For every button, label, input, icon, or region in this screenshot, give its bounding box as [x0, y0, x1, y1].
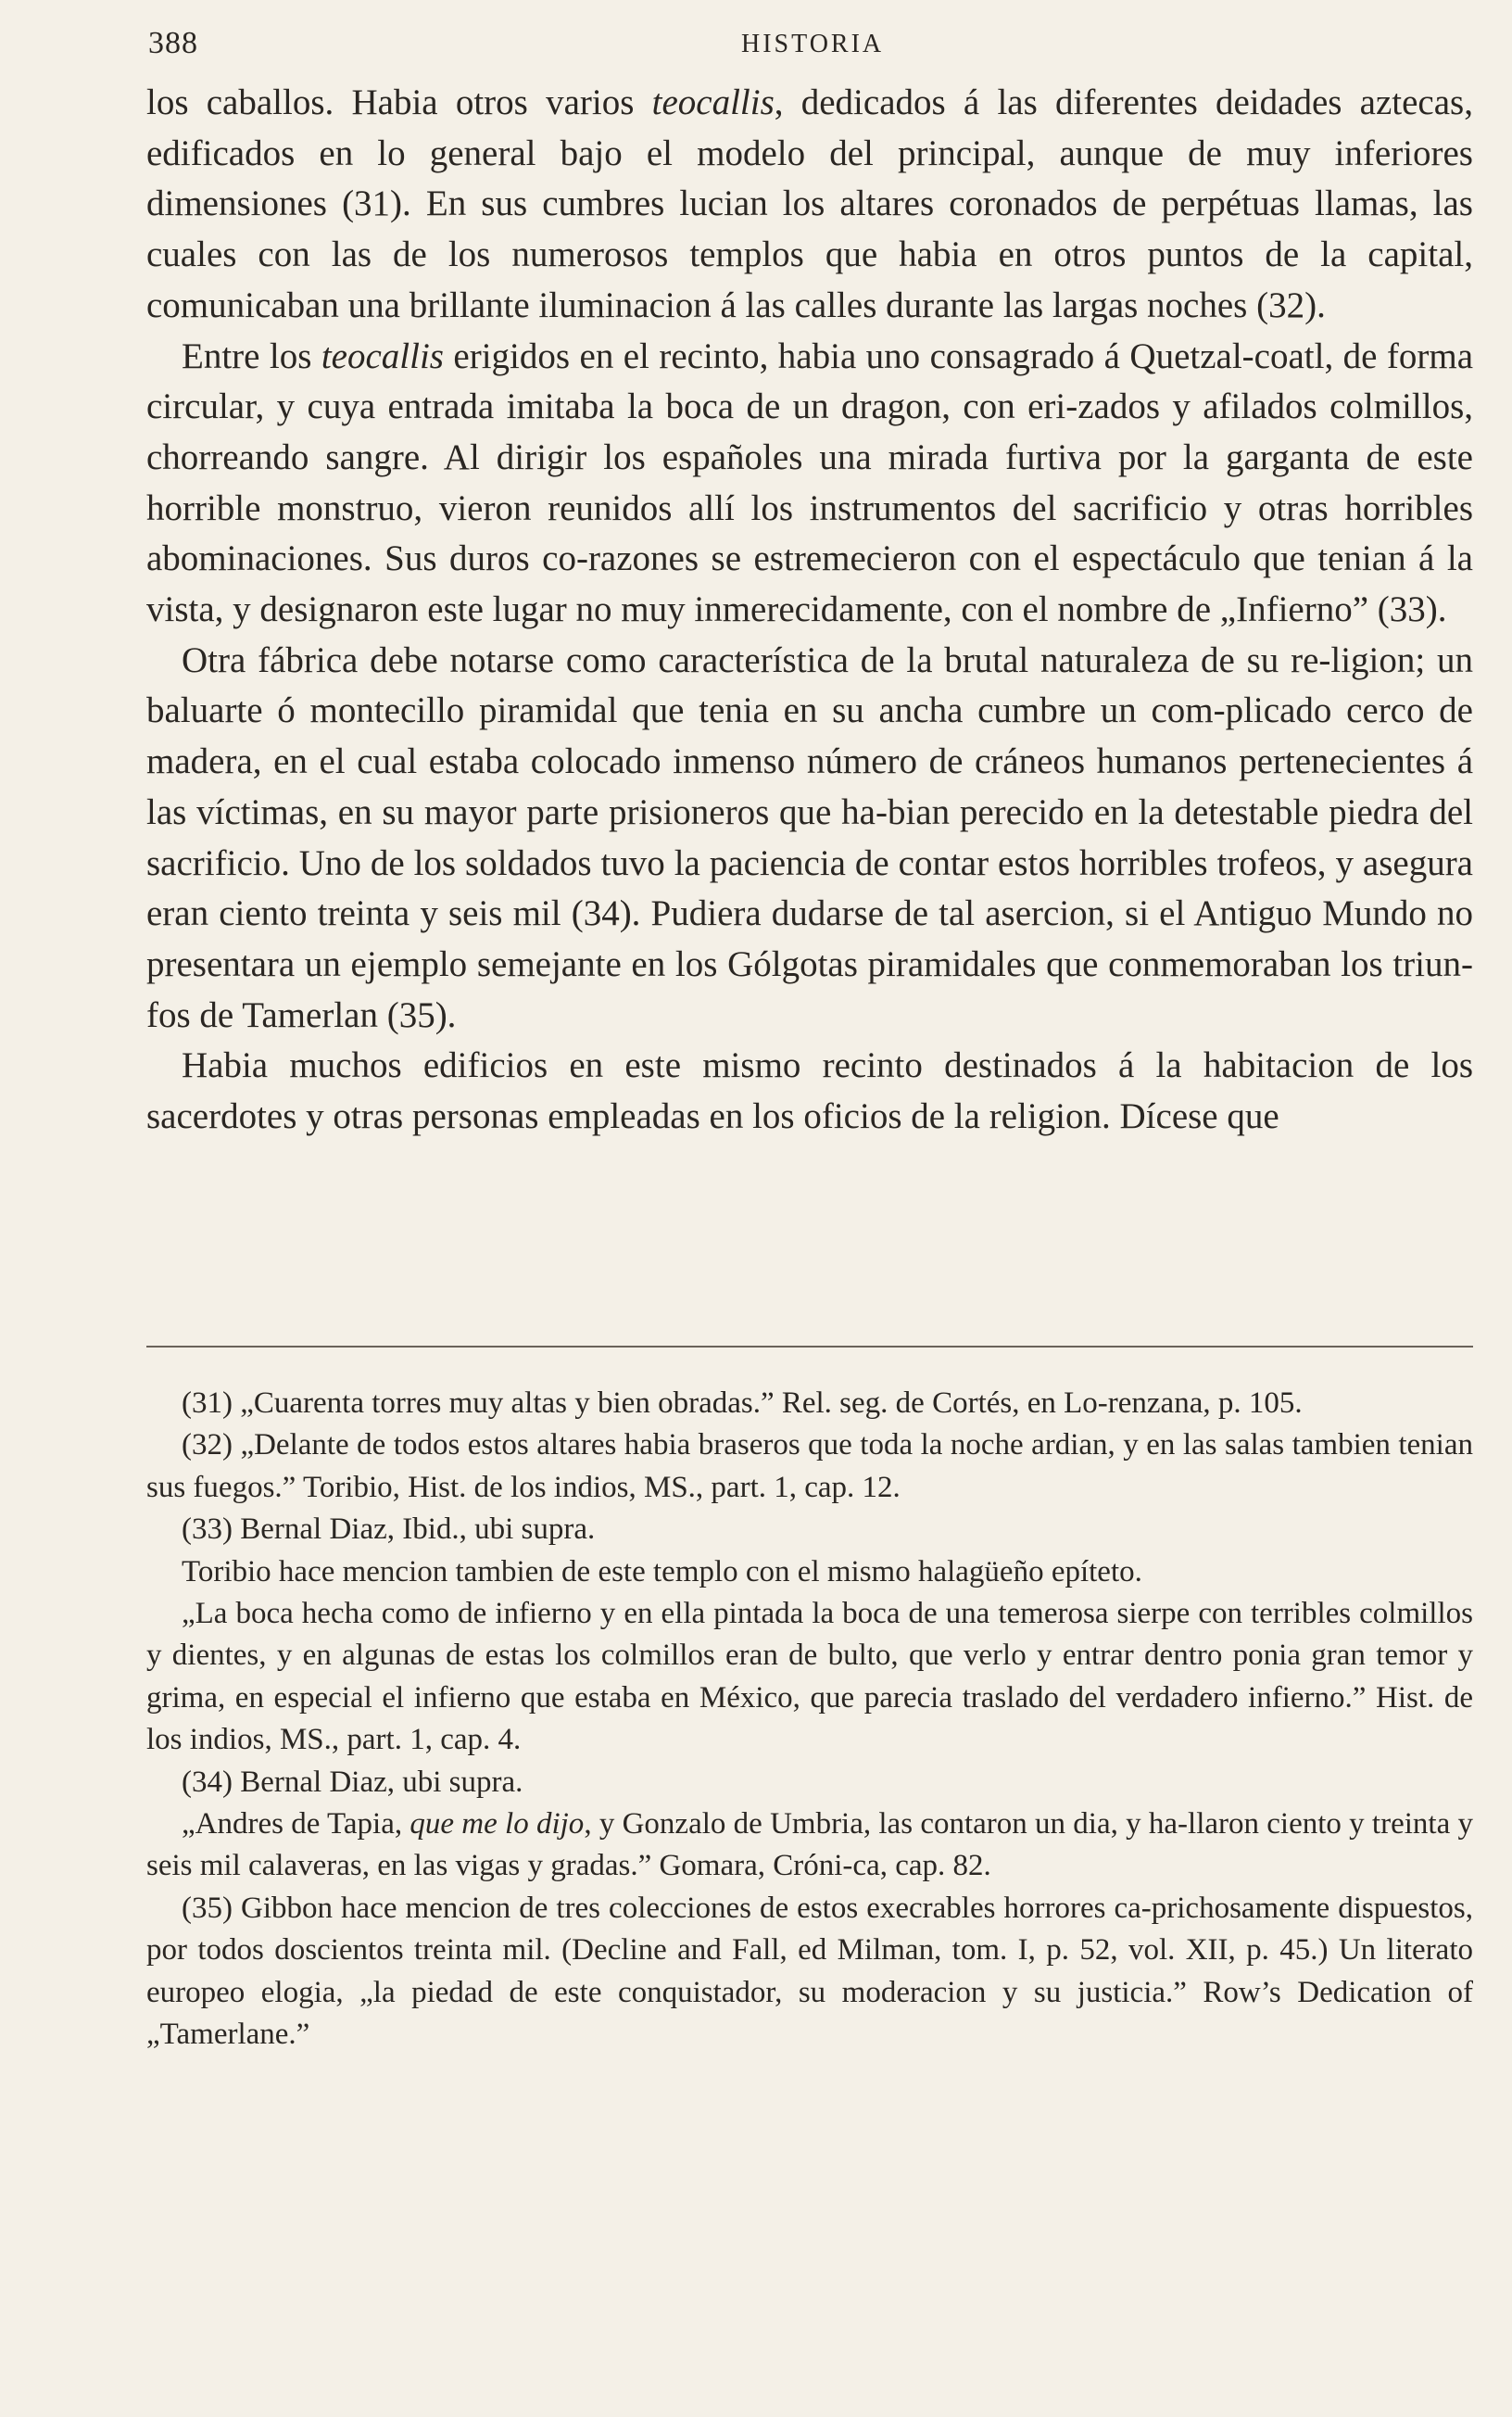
paragraph — [146, 332, 1473, 636]
footnote — [146, 1762, 1473, 1803]
text-run: Habia muchos edificios en este mismo recinto destinados á la habitacion de los sacerdotes y otras personas empleadas en los oficios de la religion. Dícese que — [146, 1045, 1473, 1137]
text-run: „La boca hecha como de infierno y en ella pintada la boca de una temerosa sierpe con terribles colmillos y dientes, y en algunas de estas los colmillos eran de bulto, que verlo y entrar dentro ponia gran temor y grima, en especial el infierno que estaba en México, que parecia traslado del verdadero infierno.” Hist. de los indios, MS., part. 1, cap. 4. — [146, 1597, 1473, 1757]
text-run: los caballos. Habia otros varios — [146, 82, 652, 122]
text-run: (35) Gibbon hace mencion de tres colecciones de estos execrables horrores ca-prichosamente dispuestos, por todos doscientos treinta mil. (Decline and Fall, ed Milman, tom. I, p. 52, vol. XII, p. 45.) Un literato europeo elogia, „la piedad de este conquistador, su moderacion y su justicia.” Row’s Dedication of „Tamerlane.” — [146, 1891, 1473, 2052]
text-run: erigidos en el recinto, habia uno consagrado á Quetzal-coatl, de forma circular, y cuya entrada imitaba la boca de un dragon, con eri-zados y afilados colmillos, chorreando sangre. Al dirigir los españoles una mirada furtiva por la garganta de este horrible monstruo, vieron reunidos allí los instrumentos del sacrificio y otras horribles abominaciones. Sus duros co-razones se estremecieron con el espectáculo que tenian á la vista, y designaron este lugar no muy inmerecidamente, con el nombre de „Infierno” (33). — [146, 335, 1473, 630]
text-run: „Andres de Tapia, — [182, 1807, 410, 1841]
paragraph — [146, 78, 1473, 332]
page-number: 388 — [148, 26, 198, 60]
footnote — [146, 1551, 1473, 1593]
running-title: HISTORIA — [741, 30, 885, 58]
footnote — [146, 1509, 1473, 1550]
italic-text: teocallis — [651, 82, 775, 122]
footnote — [146, 1888, 1473, 2056]
text-run: (31) „Cuarenta torres muy altas y bien obradas.” Rel. seg. de Cortés, en Lo-renzana, p. 105. — [182, 1386, 1303, 1420]
text-run: (32) „Delante de todos estos altares habia braseros que toda la noche ardian, y en las salas tambien tenian sus fuegos.” Toribio, Hist. de los indios, MS., part. 1, cap. 12. — [146, 1428, 1473, 1504]
main-text — [146, 78, 1473, 1143]
footnote — [146, 1593, 1473, 1762]
paragraph — [146, 1041, 1473, 1142]
text-run: Entre los — [182, 335, 321, 376]
text-run: , y Gonzalo de Umbria, las contaron un dia, y ha-llaron ciento y treinta y seis mil calaveras, en las vigas y gradas.” Gomara, Cróni-ca, cap. 82. — [146, 1807, 1473, 1883]
footnote — [146, 1383, 1473, 1424]
italic-text: teocallis — [321, 335, 444, 376]
text-run: , dedicados á las diferentes deidades aztecas, edificados en lo general bajo el modelo del principal, aunque de muy inferiores dimensiones (31). En sus cumbres lucian los altares coronados de perpétuas llamas, las cuales con las de los numerosos templos que habia en otros puntos de la capital, comunicaban una brillante iluminacion á las calles durante las largas noches (32). — [146, 82, 1473, 325]
text-run: (34) Bernal Diaz, ubi supra. — [182, 1765, 523, 1799]
text-run: Otra fábrica debe notarse como característica de la brutal naturaleza de su re-ligion; un baluarte ó montecillo piramidal que tenia en su ancha cumbre un com-plicado cerco de madera, en el cual estaba colocado inmenso número de cráneos humanos pertenecientes á las víctimas, en su mayor parte prisioneros que ha-bian perecido en la detestable piedra del sacrificio. Uno de los soldados tuvo la paciencia de contar estos horribles trofeos, y asegura eran ciento treinta y seis mil (34). Pudiera dudarse de tal asercion, si el Antiguo Mundo no presentara un ejemplo semejante en los Gólgotas piramidales que conmemoraban los triun-fos de Tamerlan (35). — [146, 639, 1473, 1035]
paragraph — [146, 636, 1473, 1042]
footnote-divider — [146, 1346, 1473, 1348]
footnote — [146, 1803, 1473, 1888]
text-run: Toribio hace mencion tambien de este templo con el mismo halagüeño epíteto. — [182, 1554, 1142, 1588]
footnotes — [146, 1383, 1473, 2056]
text-run: (33) Bernal Diaz, Ibid., ubi supra. — [182, 1512, 596, 1547]
italic-text: que me lo dijo — [410, 1807, 585, 1841]
running-head — [148, 26, 1473, 72]
footnote — [146, 1424, 1473, 1509]
